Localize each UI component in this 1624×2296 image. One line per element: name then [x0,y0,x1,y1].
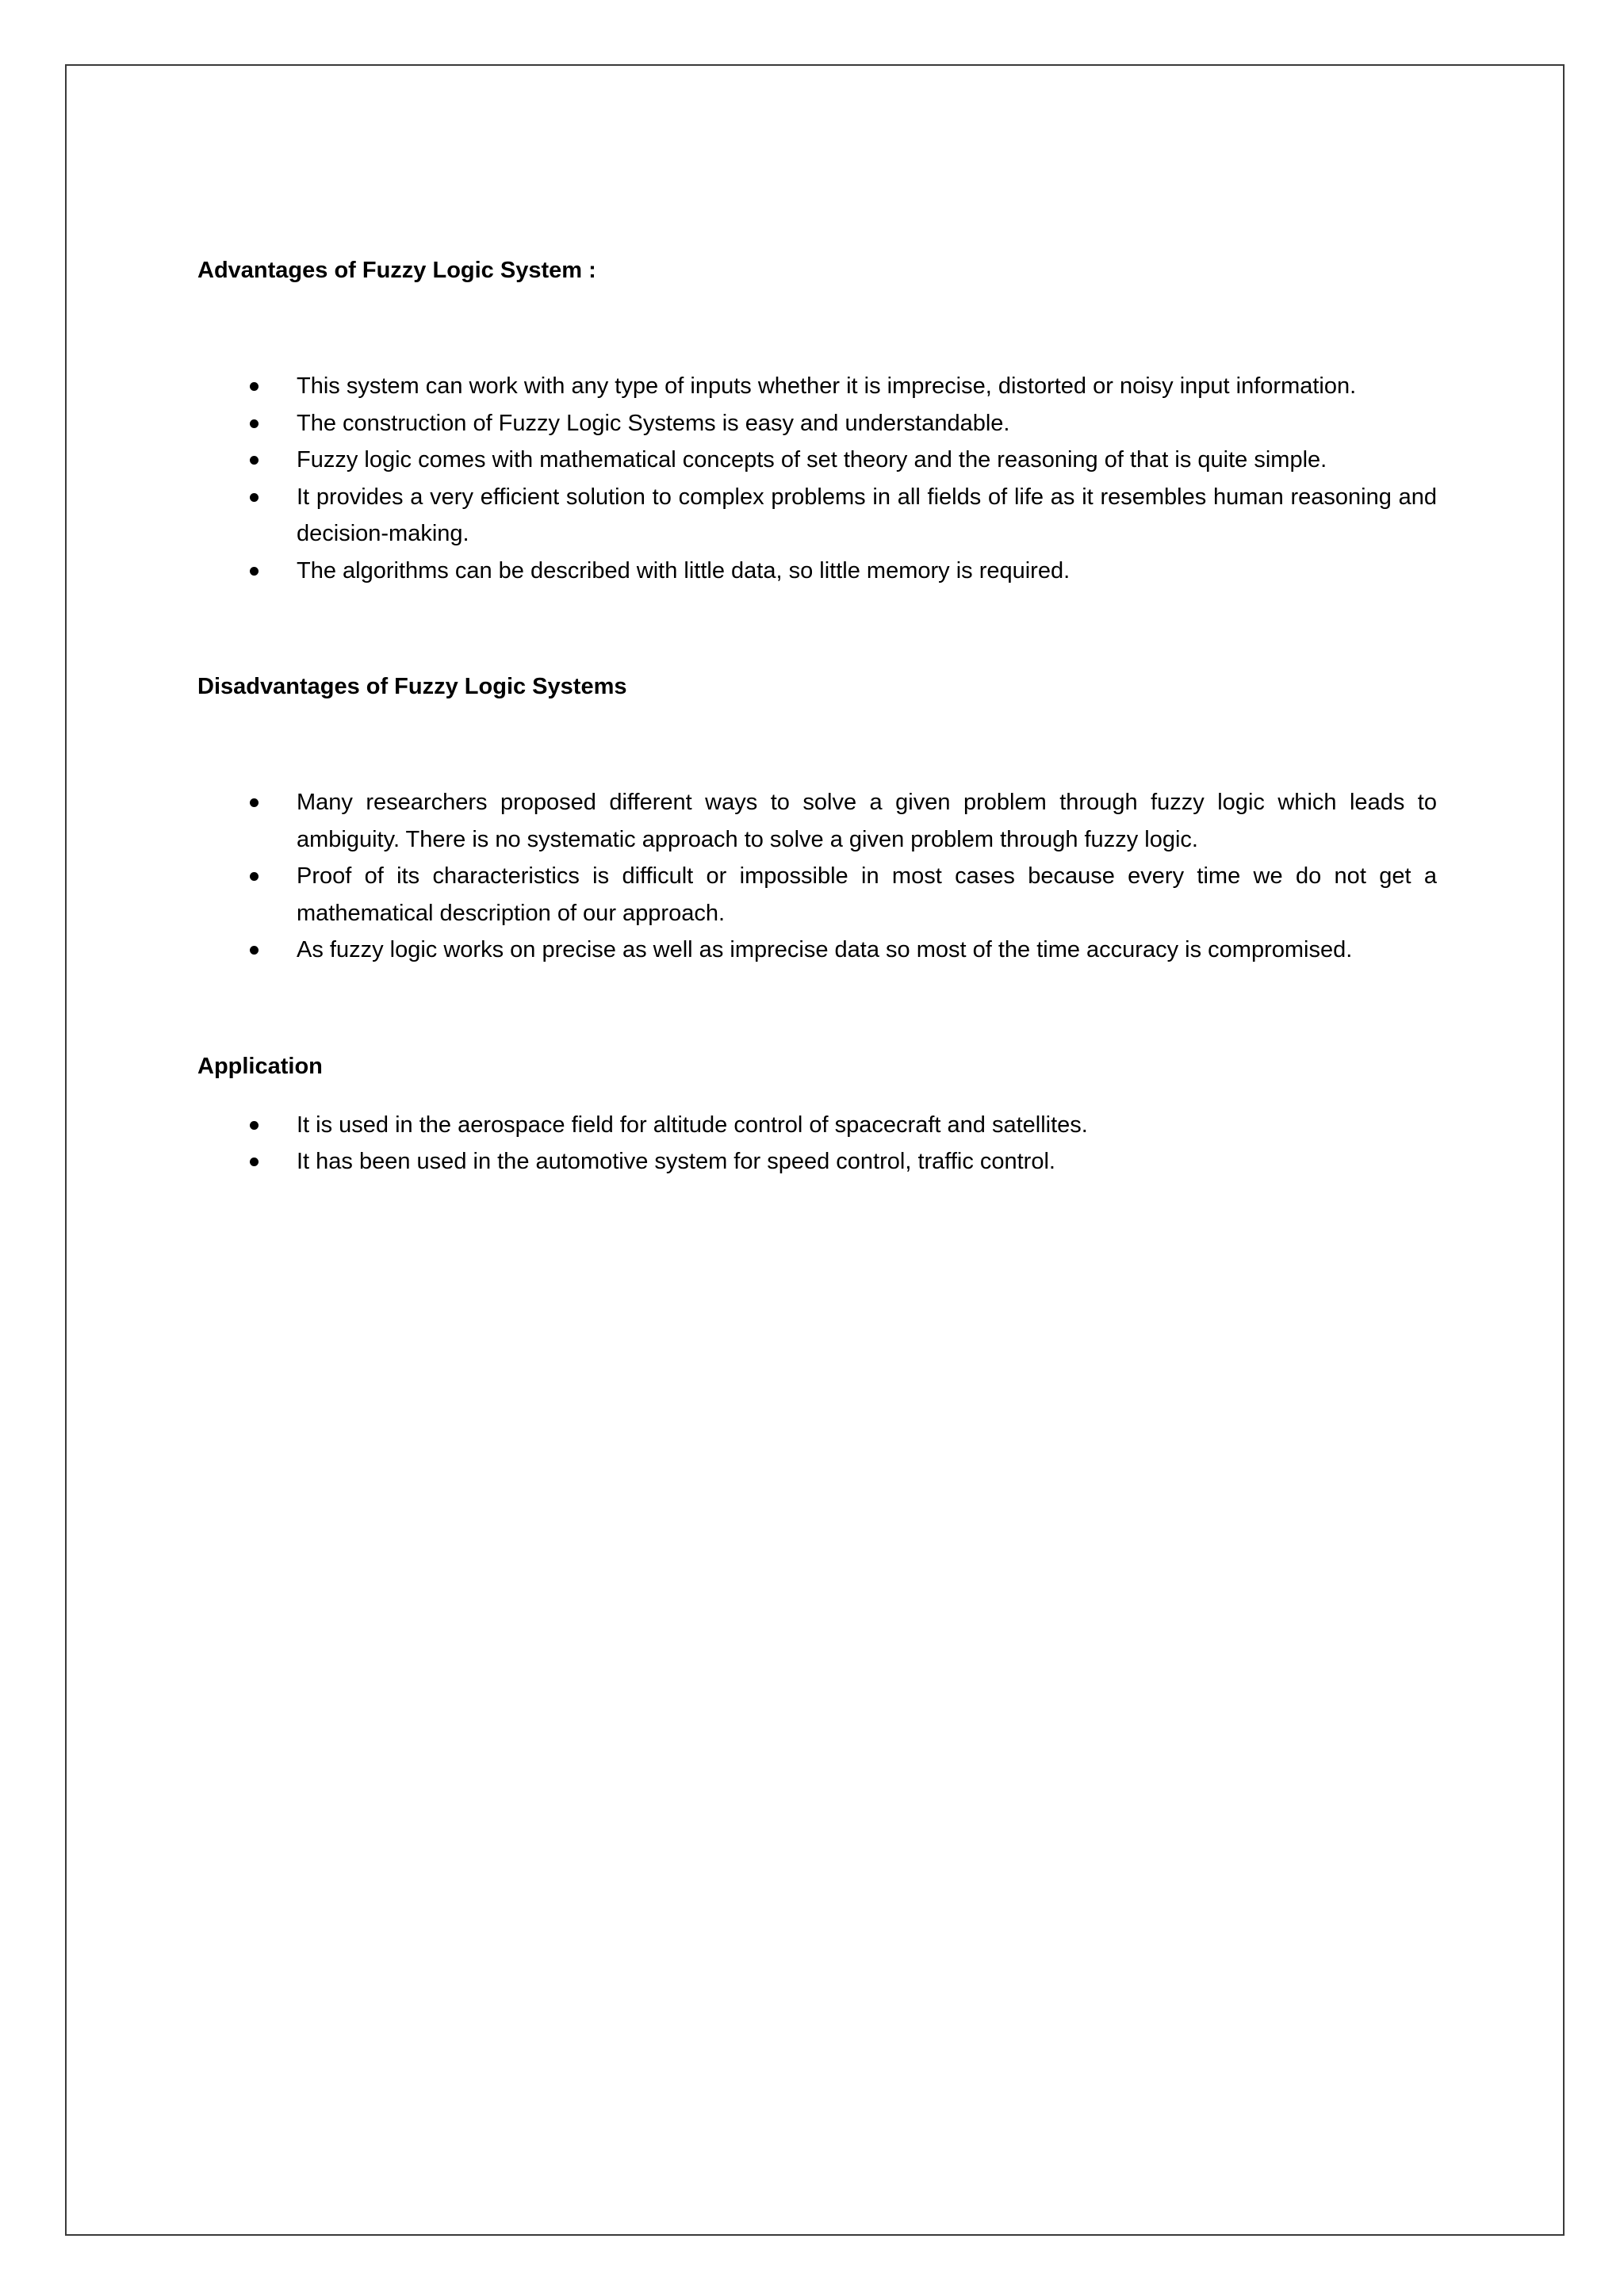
bullet-icon [250,872,259,881]
application-list [197,1107,1437,1181]
bullet-icon [250,567,259,576]
bullet-icon [250,798,259,807]
list-item: The construction of Fuzzy Logic Systems is easy and understandable. [197,405,1437,442]
list-item: It is used in the aerospace field for altitude control of spacecraft and satellites. [197,1107,1437,1144]
list-item: Proof of its characteristics is difficult or impossible in most cases because every time we do not get a mathematical description of our approach. [197,858,1437,932]
bullet-icon [250,456,259,465]
list-item: It has been used in the automotive system for speed control, traffic control. [197,1143,1437,1181]
application-heading: Application [197,1053,323,1079]
disadvantages-heading: Disadvantages of Fuzzy Logic Systems [197,674,627,699]
advantages-list [197,368,1437,589]
bullet-icon [250,382,259,391]
bullet-icon [250,493,259,502]
bullet-icon [250,1121,259,1130]
list-item: Many researchers proposed different ways to solve a given problem through fuzzy logic which leads to ambiguity. There is no systematic approach to solve a given problem through fuzzy logic. [197,784,1437,858]
advantages-heading: Advantages of Fuzzy Logic System : [197,258,596,283]
bullet-icon [250,1158,259,1166]
document-body [197,252,1437,1181]
disadvantages-list [197,784,1437,969]
list-item: Fuzzy logic comes with mathematical concepts of set theory and the reasoning of that is quite simple. [197,442,1437,479]
list-item: This system can work with any type of inputs whether it is imprecise, distorted or noisy input information. [197,368,1437,405]
bullet-icon [250,946,259,955]
list-item: The algorithms can be described with little data, so little memory is required. [197,553,1437,590]
list-item: It provides a very efficient solution to complex problems in all fields of life as it resembles human reasoning and decision-making. [197,479,1437,553]
list-item: As fuzzy logic works on precise as well as imprecise data so most of the time accuracy is compromised. [197,932,1437,969]
bullet-icon [250,419,259,428]
